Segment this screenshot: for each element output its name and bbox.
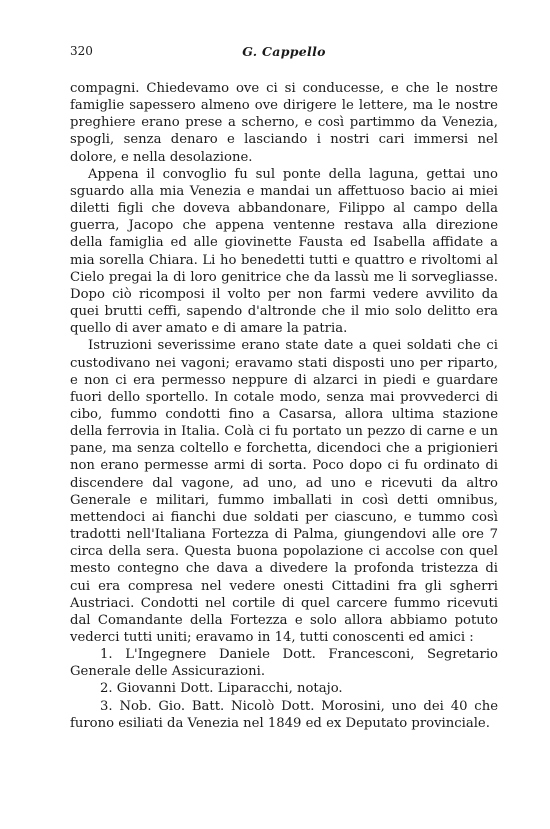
list-item [70,646,498,680]
list-item [70,680,498,697]
paragraph-3: Istruzioni severissime erano state date a quei soldati che ci custodivano nei vagoni; eravamo stati disposti uno per riparto, e non ci era permesso neppure di alzarci in piedi e guardare fuori dello sportello. In cotale modo, senza mai provvederci di cibo, fummo condotti fino a Casarsa, allora ultima stazione della ferrovia in Italia. Colà ci fu portato un pezzo di carne e un pane, ma senza coltello e forchetta, dicendoci che a prigionieri non erano permesse armi di sorta. Poco dopo ci fu ordinato di discendere dal vagone, ad uno, ad uno e ricevuti da altro Generale e militari, fummo imballati in così detti omnibus, mettendoci ai fianchi due soldati per ciascuno, e tummo così tradotti nell'Italiana Fortezza di Palma, giungendovi alle ore 7 circa della sera. Questa buona popolazione ci accolse con quel mesto contegno che dava a divedere la profonda tristezza di cui era compresa nel vedere onesti Cittadini fra gli sgherri Austriaci. Condotti nel cortile di quel carcere fummo ricevuti dal Comandante della Fortezza e solo allora abbiamo potuto vederci tutti uniti; eravamo in 14, tutti conoscenti ed amici : [70,338,498,645]
list-item-text: Nob. Gio. Batt. Nicolò Dott. Morosini, uno dei 40 che furono esiliati da Venezia nel 1849 ed ex Deputato provinciale. [70,698,498,731]
running-head: G. Cappello [242,44,326,59]
list-item-text: Giovanni Dott. Liparacchi, notajo. [116,681,343,697]
page-number: 320 [70,44,93,58]
paragraph-2: Appena il convoglio fu sul ponte della laguna, gettai uno sguardo alla mia Venezia e mandai un affettuoso bacio ai miei diletti figli che doveva abbandonare, Filippo al campo della guerra, Jacopo che appena ventenne restava alla direzione della famiglia ed alle giovinette Fausta ed Isabella affidate a mia sorella Chiara. Li ho benedetti tutti e quattro e rivoltomi al Cielo pregai la di loro genitrice che da lassù me li sorvegliasse. Dopo ciò ricomposi il volto per non farmi vedere avvilito da quei brutti ceffi, sapendo d'altronde che il mio solo delitto era quello di aver amato e di amare la patria. [70,166,498,337]
list-item-text: L'Ingegnere Daniele Dott. Francesconi, Segretario Generale delle Assicurazioni. [70,647,498,680]
list-item-number: 1. [100,647,113,663]
page-body [70,80,498,732]
list-item [70,698,498,732]
page-header [70,44,498,62]
prisoner-list [70,646,498,732]
paragraph-1: compagni. Chiedevamo ove ci si conducesse, e che le nostre famiglie sapessero almeno ove dirigere le lettere, ma le nostre preghiere erano prese a scherno, e così partimmo da Venezia, spogli, senza denaro e lasciando i nostri cari immersi nel dolore, e nella desolazione. [70,81,498,165]
list-item-number: 2. [100,681,113,697]
list-item-number: 3. [100,698,113,714]
